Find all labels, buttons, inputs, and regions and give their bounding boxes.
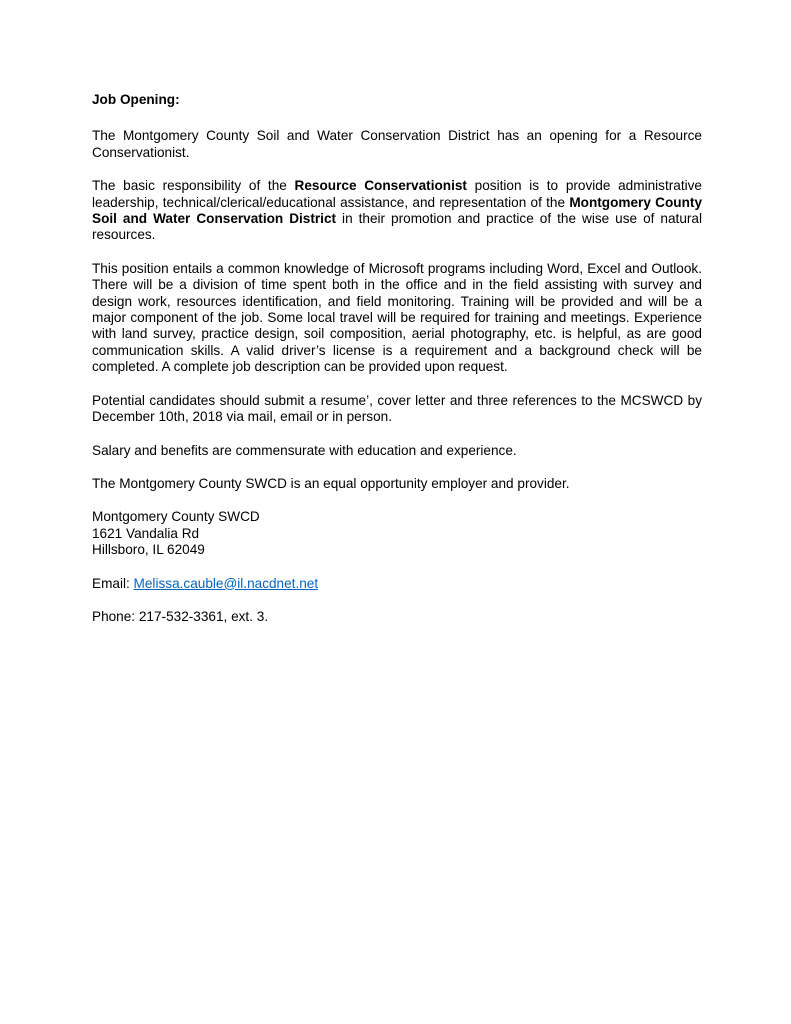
responsibility-pre: The basic responsibility of the xyxy=(92,178,295,194)
responsibility-paragraph xyxy=(92,178,702,244)
email-label: Email: xyxy=(92,575,134,591)
equal-opportunity-paragraph: The Montgomery County SWCD is an equal opportunity employer and provider. xyxy=(92,475,570,491)
intro-paragraph: The Montgomery County Soil and Water Conservation District has an opening for a Resource Conservationist. xyxy=(92,128,702,160)
salary-paragraph: Salary and benefits are commensurate with education and experience. xyxy=(92,442,517,458)
submission-paragraph: Potential candidates should submit a resume’, cover letter and three references to the MCSWCD by December 10th, 2018 via mail, email or in person. xyxy=(92,392,702,425)
details-paragraph: This position entails a common knowledge of Microsoft programs including Word, Excel and Outlook. There will be a division of time spent both in the office and in the field assisting with survey and design work, resources identification, and field monitoring. Training will be provided and will be a major component of the job. Some local travel will be required for training and meetings. Experience with land survey, practice design, soil composition, aerial photography, etc. is helpful, as are good communication skills. A valid driver’s license is a requirement and a background check will be completed. A complete job description can be provided upon request. xyxy=(92,260,702,375)
district-name: Montgomery County Soil and Water Conservation District xyxy=(92,194,703,227)
responsibility-mid: position is to provide administrative leadership, technical/clerical/educational assistance, and representation of the xyxy=(92,178,702,210)
email-line xyxy=(92,576,702,592)
phone-line: Phone: 217-532-3361, ext. 3. xyxy=(92,608,269,624)
address-city: Hillsboro, IL 62049 xyxy=(92,542,205,558)
position-title: Resource Conservationist xyxy=(294,178,467,194)
heading: Job Opening: xyxy=(92,92,180,107)
address-name: Montgomery County SWCD xyxy=(92,509,260,525)
email-link[interactable]: Melissa.cauble@il.nacdnet.net xyxy=(133,575,319,591)
address-block xyxy=(92,509,702,558)
responsibility-post: in their promotion and practice of the wise use of natural resources. xyxy=(92,211,702,243)
address-street: 1621 Vandalia Rd xyxy=(92,525,200,541)
document-page xyxy=(92,92,702,642)
